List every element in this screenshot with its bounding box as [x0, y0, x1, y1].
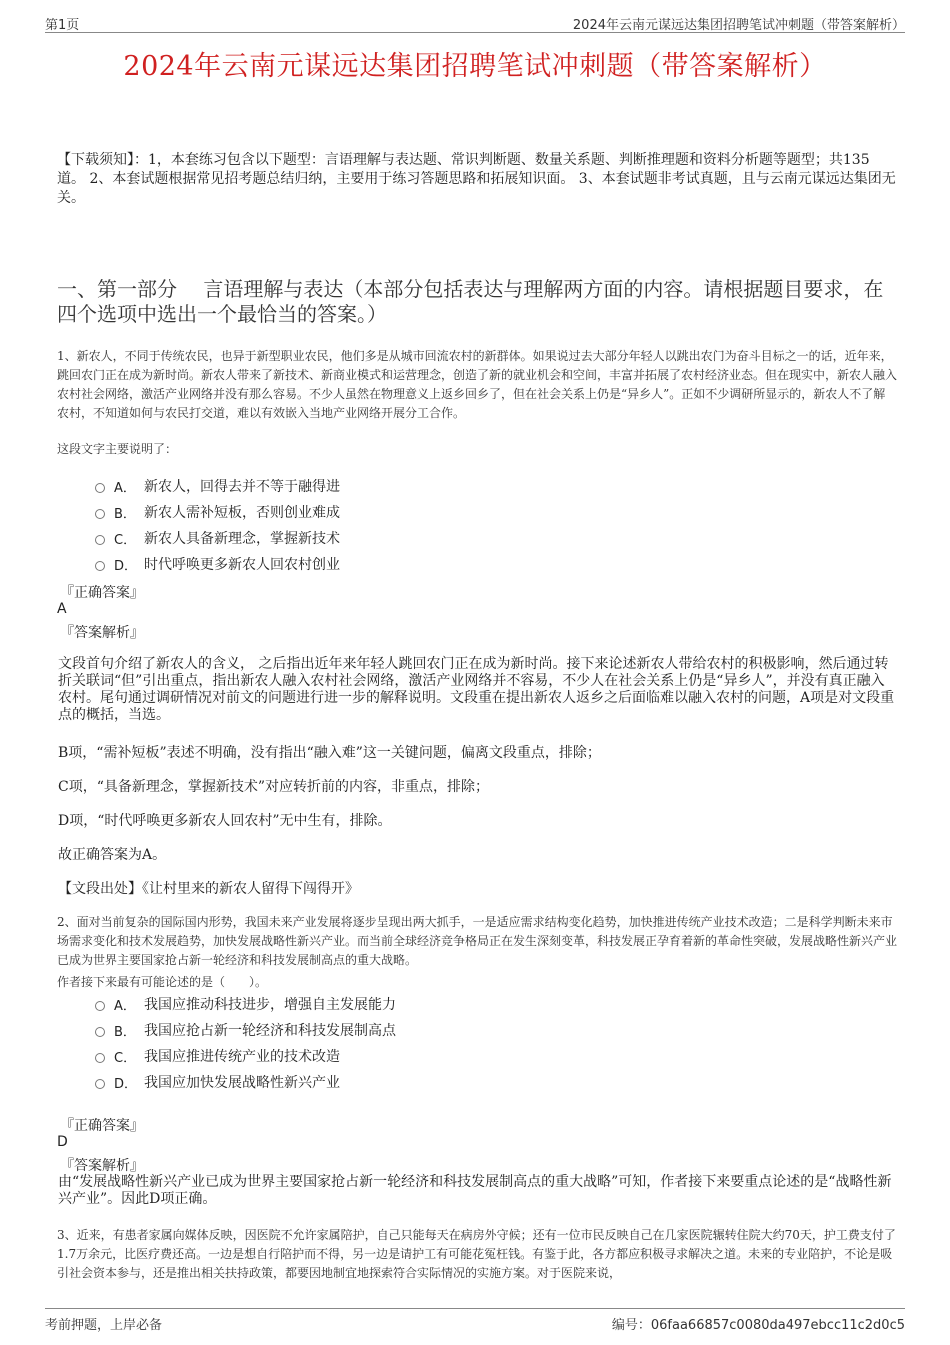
analysis-paragraph: D项，“时代呼唤更多新农人回农村”无中生有，排除。: [58, 813, 392, 829]
question-1-stem: 这段文字主要说明了：: [57, 442, 178, 456]
question-1-text: 1、新农人，不同于传统农民，也异于新型职业农民，他们多是从城市回流农村的新群体。如果说过去大部分年轻人以跳出农门为奋斗目标之一的话，近年来，跳回农门正在成为新时尚。新农人带来了新技术、新商业模式和运营理念，创造了新的就业机会和空间，丰富并拓展了农村经济业态。但在现实中，新农人融入农村社会网络，激活产业网络并没有那么容易。不少人虽然在物理意义上返乡回乡了，但在社会关系上仍是“异乡人”。正如不少调研所显示的，新农人不了解农村，不知道如何与农民打交道，难以有效嵌入当地产业网络开展分工合作。: [57, 349, 898, 420]
radio-icon[interactable]: [95, 535, 105, 545]
option-text: 新农人需补短板，否则创业难成: [144, 505, 340, 521]
analysis-paragraph: 故正确答案为A。: [58, 847, 167, 863]
radio-icon[interactable]: [95, 509, 105, 519]
correct-answer-label: 『正确答案』: [60, 585, 144, 601]
option-text: 我国应推进传统产业的技术改造: [144, 1049, 340, 1065]
analysis-paragraph: C项，“具备新理念，掌握新技术”对应转折前的内容，非重点，排除；: [58, 779, 490, 795]
option-a[interactable]: [95, 473, 340, 499]
question-1-options: [95, 473, 340, 577]
analysis-paragraph: 文段首句介绍了新农人的含义， 之后指出近年来年轻人跳回农门正在成为新时尚。接下来论述新农人带给农村的积极影响，然后通过转折关联词“但”引出重点，指出新农人融入农村社会网络，激活产业网络并不容易，不少人在社会关系上仍是“异乡人”，并没有真正融入农村。尾句通过调研情况对前文的问题进行进一步的解释说明。文段重在提出新农人返乡之后面临难以融入农村的问题，A项是对文段重点的概括，当选。: [58, 656, 895, 723]
page-number: 第1页: [45, 18, 80, 33]
document-id: 编号：06faa66857c0080da497ebcc11c2d0c5: [611, 1318, 905, 1333]
question-2-text: 2、面对当前复杂的国际国内形势，我国未来产业发展将逐步呈现出两大抓手，一是适应需求结构变化趋势，加快推进传统产业技术改造；二是科学判断未来市场需求变化和技术发展趋势，加快发展战略性新兴产业。而当前全球经济竞争格局正在发生深刻变革，科技发展正孕育着新的革命性突破，发展战略性新兴产业已成为世界主要国家抢占新一轮经济和科技发展制高点的重大战略。: [57, 915, 898, 967]
option-a[interactable]: [95, 991, 396, 1017]
correct-answer-value: A: [57, 601, 67, 617]
analysis-label: 『答案解析』: [60, 625, 144, 641]
correct-answer-label: 『正确答案』: [60, 1118, 144, 1134]
option-text: 新农人，回得去并不等于融得进: [144, 479, 340, 495]
radio-icon[interactable]: [95, 483, 105, 493]
option-letter: A．: [114, 998, 136, 1014]
option-letter: C．: [114, 1050, 137, 1066]
question-2-stem: 作者接下来最有可能论述的是（ ）。: [57, 975, 268, 989]
radio-icon[interactable]: [95, 1079, 105, 1089]
option-c[interactable]: [95, 525, 340, 551]
option-text: 我国应加快发展战略性新兴产业: [144, 1075, 340, 1091]
option-text: 新农人具备新理念，掌握新技术: [144, 531, 340, 547]
analysis-paragraph: 由“发展战略性新兴产业已成为世界主要国家抢占新一轮经济和科技发展制高点的重大战略”可知，作者接下来要重点论述的是“战略性新兴产业”。因此D项正确。: [58, 1174, 892, 1207]
radio-icon[interactable]: [95, 1001, 105, 1011]
running-title: 2024年云南元谋远达集团招聘笔试冲刺题（带答案解析）: [572, 18, 905, 33]
footer-divider: [45, 1308, 905, 1309]
source-citation: 【文段出处】《让村里来的新农人留得下闯得开》: [58, 881, 359, 897]
page-title: 2024年云南元谋远达集团招聘笔试冲刺题（带答案解析）: [123, 51, 827, 82]
correct-answer-value: D: [57, 1134, 68, 1150]
option-letter: B．: [114, 1024, 136, 1040]
option-letter: C．: [114, 532, 137, 548]
section-heading: 一、第一部分 言语理解与表达（本部分包括表达与理解两方面的内容。请根据题目要求，在四个选项中选出一个最恰当的答案。）: [57, 277, 884, 326]
option-b[interactable]: [95, 1017, 396, 1043]
option-text: 我国应抢占新一轮经济和科技发展制高点: [144, 1023, 396, 1039]
option-b[interactable]: [95, 499, 340, 525]
option-text: 时代呼唤更多新农人回农村创业: [144, 557, 340, 573]
radio-icon[interactable]: [95, 1053, 105, 1063]
download-notice: 【下载须知】：1，本套练习包含以下题型：言语理解与表达题、常识判断题、数量关系题、判断推理题和资料分析题等题型；共135道。 2、本套试题根据常见招考题总结归纳，主要用于练习答题思路和拓展知识面。 3、本套试题非考试真题，且与云南元谋远达集团无关。: [57, 152, 896, 206]
option-text: 我国应推动科技进步，增强自主发展能力: [144, 997, 396, 1013]
header-divider: [45, 32, 905, 33]
analysis-paragraph: B项，“需补短板”表述不明确，没有指出“融入难”这一关键问题，偏离文段重点，排除；: [58, 745, 601, 761]
question-3-text: 3、近来，有患者家属向媒体反映，因医院不允许家属陪护，自己只能每天在病房外守候；还有一位市民反映自己在几家医院辗转住院大约70天，护工费支付了1.7万余元，比医疗费还高。一边是想自行陪护而不得，另一边是请护工有可能花冤枉钱。有鉴于此，各方都应积极寻求解决之道。未来的专业陪护，不论是吸引社会资本参与，还是推出相关扶持政策，都要因地制宜地探索符合实际情况的实施方案。对于医院来说，: [57, 1228, 896, 1280]
radio-icon[interactable]: [95, 561, 105, 571]
radio-icon[interactable]: [95, 1027, 105, 1037]
option-c[interactable]: [95, 1043, 396, 1069]
option-letter: A．: [114, 480, 136, 496]
analysis-label: 『答案解析』: [60, 1158, 144, 1174]
option-letter: D．: [114, 1076, 138, 1092]
option-letter: D．: [114, 558, 138, 574]
option-d[interactable]: [95, 1069, 396, 1095]
footer-slogan: 考前押题，上岸必备: [45, 1318, 163, 1333]
option-d[interactable]: [95, 551, 340, 577]
question-2-options: [95, 991, 396, 1095]
option-letter: B．: [114, 506, 136, 522]
